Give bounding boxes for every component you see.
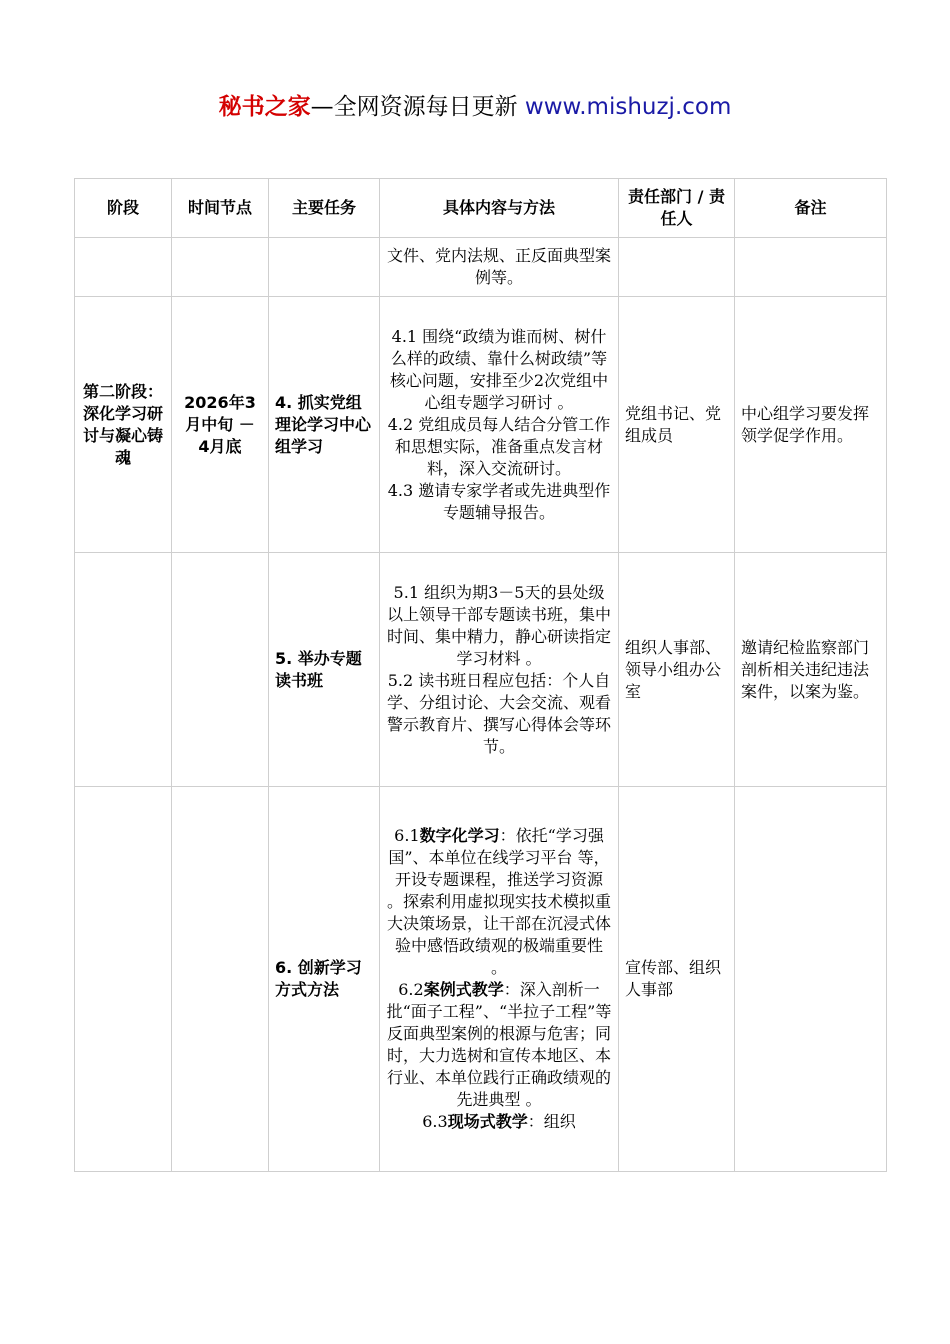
cell-content: [380, 553, 619, 787]
cell-note: 邀请纪检监察部门剖析相关违纪违法案件，以案为鉴。: [735, 553, 887, 787]
cell-content: [380, 297, 619, 553]
cell-content: 文件、党内法规、正反面典型案例等。: [380, 238, 619, 297]
cell-content: [380, 787, 619, 1172]
header-tagline: —全网资源每日更新: [310, 94, 525, 120]
cell-time: [172, 238, 269, 297]
cell-task: 5. 举办专题读书班: [269, 553, 380, 787]
col-header-dept: 责任部门 / 责任人: [619, 179, 735, 238]
cell-dept: 组织人事部、领导小组办公室: [619, 553, 735, 787]
content-item: [386, 1111, 612, 1133]
item-keyword: 现场式教学: [447, 1112, 528, 1131]
table-row: [75, 238, 887, 297]
cell-task: 4. 抓实党组理论学习中心组学习: [269, 297, 380, 553]
item-number: 6.3: [422, 1112, 448, 1131]
cell-note: [735, 787, 887, 1172]
cell-stage: [75, 238, 172, 297]
cell-note: [735, 238, 887, 297]
content-item: 4.3 邀请专家学者或先进典型作专题辅导报告。: [387, 480, 611, 522]
site-url[interactable]: www.mishuzj.com: [524, 94, 732, 120]
cell-stage: [75, 787, 172, 1172]
cell-dept: 宣传部、组织人事部: [619, 787, 735, 1172]
table-row: [75, 297, 887, 553]
content-item: 4.2 党组成员每人结合分管工作和思想实际，准备重点发言材料，深入交流研讨。: [387, 414, 611, 478]
brand-name: 秘书之家: [218, 94, 311, 120]
item-keyword: 数字化学习: [419, 826, 500, 845]
cell-dept: [619, 238, 735, 297]
cell-dept: 党组书记、党组成员: [619, 297, 735, 553]
content-item: [386, 979, 612, 1111]
item-text: ：深入剖析一批“面子工程”、“半拉子工程”等反面典型案例的根源与危害；同时，大力选树和宣传本地区、本行业、本单位践行正确政绩观的先进典型 。: [386, 980, 612, 1109]
cell-stage: [75, 553, 172, 787]
cell-task: 6. 创新学习方式方法: [269, 787, 380, 1172]
col-header-note: 备注: [735, 179, 887, 238]
content-item: [386, 825, 612, 979]
item-number: 6.1: [394, 826, 420, 845]
cell-task: [269, 238, 380, 297]
content-item: 5.1 组织为期3－5天的县处级以上领导干部专题读书班，集中时间、集中精力，静心研读指定学习材料 。: [386, 582, 611, 668]
plan-table: [74, 178, 887, 1172]
cell-time: [172, 553, 269, 787]
item-number: 6.2: [398, 980, 424, 999]
col-header-time: 时间节点: [172, 179, 269, 238]
col-header-stage: 阶段: [75, 179, 172, 238]
item-keyword: 案例式教学: [423, 980, 504, 999]
cell-stage: 第二阶段：深化学习研讨与凝心铸魂: [75, 297, 172, 553]
col-header-task: 主要任务: [269, 179, 380, 238]
cell-time: [172, 787, 269, 1172]
content-item: 5.2 读书班日程应包括：个人自学、分组讨论、大会交流、观看警示教育片、撰写心得体会等环节。: [386, 670, 611, 756]
cell-time: 2026年3月中旬 － 4月底: [172, 297, 269, 553]
item-text: ：依托“学习强国”、本单位在线学习平台 等，开设专题课程，推送学习资源 。探索利用虚拟现实技术模拟重大决策场景，让干部在沉浸式体验中感悟政绩观的极端重要性 。: [386, 826, 611, 977]
table-row: [75, 553, 887, 787]
item-text: ：组织: [527, 1112, 576, 1131]
content-item: 4.1 围绕“政绩为谁而树、树什么样的政绩、靠什么树政绩”等核心问题，安排至少2次党组中心组专题学习研讨 。: [389, 326, 609, 412]
page-header: [0, 88, 950, 121]
cell-note: 中心组学习要发挥领学促学作用。: [735, 297, 887, 553]
col-header-content: 具体内容与方法: [380, 179, 619, 238]
table-row: [75, 787, 887, 1172]
table-header-row: [75, 179, 887, 238]
